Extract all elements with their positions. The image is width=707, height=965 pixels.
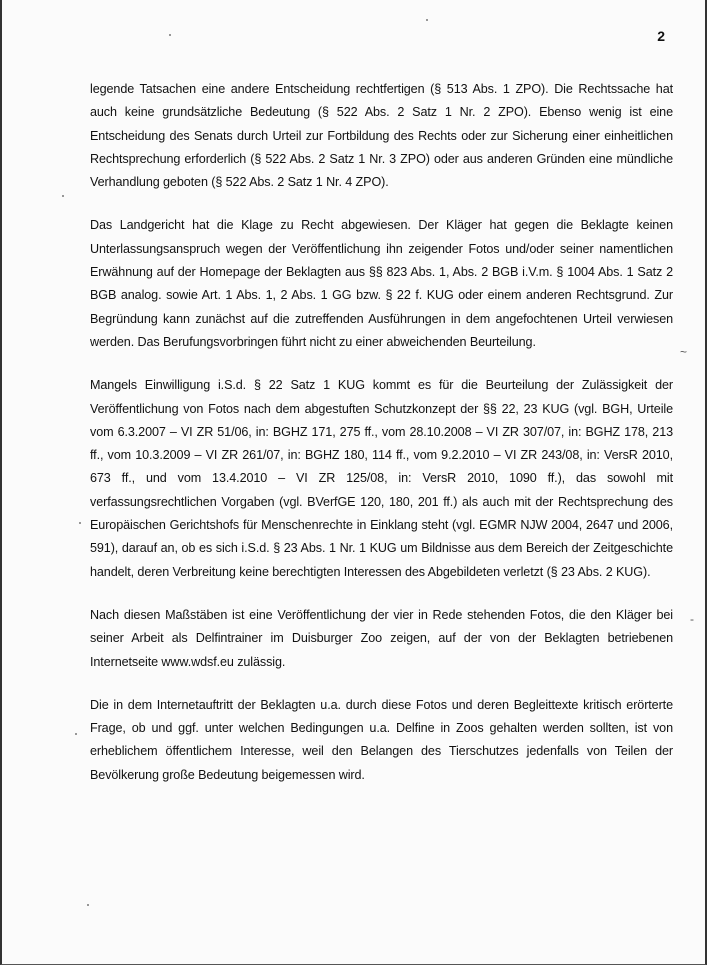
- margin-mark: ~: [680, 345, 688, 359]
- paragraph-2: Das Landgericht hat die Klage zu Recht abgewiesen. Der Kläger hat gegen die Beklagte keinen Unterlassungsanspruch wegen der Veröffentlichung ihn zeigender Fotos und/oder seiner namentlichen Erwähnung auf der Homepage der Beklagten aus §§ 823 Abs. 1, Abs. 2 BGB i.V.m. § 1004 Abs. 1 Satz 2 BGB analog. sowie Art. 1 Abs. 1, 2 Abs. 1 GG bzw. § 22 f. KUG oder einem anderen Rechtsgrund. Zur Begründung kann zunächst auf die zutreffenden Ausführungen in dem angefochtenen Urteil verwiesen werden. Das Berufungsvorbringen führt nicht zu einer abweichenden Beurteilung.: [90, 218, 673, 349]
- paragraph-1: legende Tatsachen eine andere Entscheidung rechtfertigen (§ 513 Abs. 1 ZPO). Die Rechtssache hat auch keine grundsätzliche Bedeutung (§ 522 Abs. 2 Satz 1 Nr. 2 ZPO). Ebenso wenig ist eine Entscheidung des Senats durch Urteil zur Fortbildung des Rechts oder zur Sicherung einer einheitlichen Rechtsprechung erforderlich (§ 522 Abs. 2 Satz 1 Nr. 3 ZPO) oder aus anderen Gründen eine mündliche Verhandlung geboten (§ 522 Abs. 2 Satz 1 Nr. 4 ZPO).: [90, 82, 673, 190]
- paragraph-3: Mangels Einwilligung i.S.d. § 22 Satz 1 KUG kommt es für die Beurteilung der Zulässigkeit der Veröffentlichung von Fotos nach dem abgestuften Schutzkonzept der §§ 22, 23 KUG (vgl. BGH, Urteile vom 6.3.2007 – VI ZR 51/06, in: BGHZ 171, 275 ff., vom 28.10.2008 – VI ZR 307/07, in: BGHZ 178, 213 ff., vom 10.3.2009 – VI ZR 261/07, in: BGHZ 180, 114 ff., vom 9.2.2010 – VI ZR 243/08, in: VersR 2010, 673 ff., und vom 13.4.2010 – VI ZR 125/08, in: VersR 2010, 1090 ff.), das sowohl mit verfassungsrechtlichen Vorgaben (vgl. BVerfGE 120, 180, 201 ff.) als auch mit der Rechtsprechung des Europäischen Gerichtshofs für Menschenrechte in Einklang steht (vgl. EGMR NJW 2004, 2647 und 2006, 591), darauf an, ob es sich i.S.d. § 23 Abs. 1 Nr. 1 KUG um Bildnisse aus dem Bereich der Zeitgeschichte handelt, deren Verbreitung keine berechtigten Interessen des Abgebildeten verletzt (§ 23 Abs. 2 KUG).: [90, 378, 673, 579]
- scan-speck: [75, 733, 77, 735]
- margin-mark: -: [690, 612, 694, 626]
- paragraph-5: Die in dem Internetauftritt der Beklagten u.a. durch diese Fotos und deren Begleittexte kritisch erörterte Frage, ob und ggf. unter welchen Bedingungen u.a. Delfine in Zoos gehalten werden sollten, ist von erheblichem öffentlichem Interesse, weil den Belangen des Tierschutzes jedenfalls von Teilen der Bevölkerung große Bedeutung beigemessen wird.: [90, 697, 673, 782]
- scan-speck: [87, 904, 89, 906]
- paragraph-4: Nach diesen Maßstäben ist eine Veröffentlichung der vier in Rede stehenden Fotos, die den Kläger bei seiner Arbeit als Delfintrainer im Duisburger Zoo zeigen, auf der von der Beklagten betriebenen Internetseite www.wdsf.eu zulässig.: [90, 607, 673, 669]
- scan-speck: [426, 19, 428, 21]
- scan-speck: [169, 34, 171, 36]
- document-body: [90, 78, 673, 807]
- scan-speck: [62, 195, 64, 197]
- scan-speck: [79, 522, 81, 524]
- page-number: 2: [657, 28, 665, 44]
